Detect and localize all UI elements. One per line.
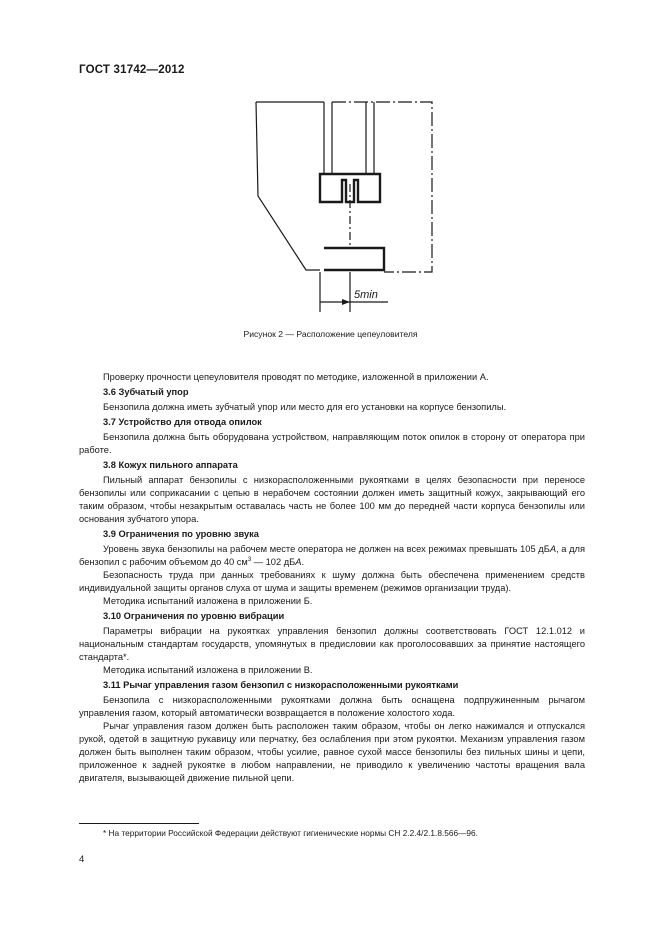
document-header: ГОСТ 31742—2012 [79, 64, 185, 76]
section-heading: 3.9 Ограничения по уровню звука [103, 529, 259, 539]
paragraph: Параметры вибрации на рукоятках управления бензопил должны соответствовать ГОСТ 12.1.012 и национальным стандартам государств, упомянутых в предисловии как проголосовавших за принятие настоящего стандарта*. [79, 626, 585, 662]
paragraph: Методика испытаний изложена в приложении В. [103, 665, 313, 675]
paragraph: Бензопила должна иметь зубчатый упор или место для его установки на корпусе бензопилы. [103, 402, 507, 412]
paragraph: Проверку прочности цепеуловителя проводят по методике, изложенной в приложении А. [103, 372, 489, 382]
chain-catcher-diagram [236, 96, 446, 314]
section-heading: 3.10 Ограничения по уровню вибрации [103, 611, 285, 621]
section-heading: 3.11 Рычаг управления газом бензопил с низкорасположенными рукоятками [103, 680, 459, 690]
section-heading: 3.8 Кожух пильного аппарата [103, 460, 238, 470]
figure-caption: Рисунок 2 — Расположение цепеуловителя [243, 329, 418, 339]
section-heading: 3.7 Устройство для отвода опилок [103, 417, 262, 427]
paragraph: Уровень звука бензопилы на рабочем месте оператора не должен на всех режимах превышать 105 дБA, а для бензопил с рабочим объемом до 40 $см^3$ — 102 дБA. [79, 544, 585, 567]
page-number: 4 [79, 854, 85, 865]
saw-body-outline [256, 102, 324, 270]
paragraph: Безопасность труда при данных требованиях к шуму должна быть обеспечена применением средств индивидуальной защиты органов слуха от шума и защиты временем (режимов организации труда). [79, 570, 585, 593]
document-body [79, 371, 585, 785]
paragraph: Бензопила должна быть оборудована устройством, направляющим поток опилок в сторону от оператора при работе. [79, 432, 585, 455]
dimension-label: 5min [354, 289, 378, 301]
chain-bar [324, 248, 384, 270]
footnote: * На территории Российской Федерации действуют гигиенические нормы СН 2.2.4/2.1.8.566—96. [103, 828, 478, 838]
paragraph: Бензопила с низкорасположенными рукоятками должна быть оснащена подпружиненным рычагом управления газом, который автоматически возвращается в положение холостого хода. [79, 695, 585, 718]
paragraph: Рычаг управления газом должен быть расположен таким образом, чтобы он легко нажимался и отпускался рукой, одетой в защитную рукавицу или перчатку, без ослабления при этом рукоятки. Механизм управления газом должен быть выполнен таким образом, чтобы усилие, равное сухой массе бензопилы без пильных шины и цепи, приложенное к задней рукоятке в любом направлении, не приводило к увеличению частоты вращения вала двигателя, вызывающей движение пильной цепи. [79, 721, 585, 783]
footnote-divider [79, 823, 199, 824]
guide-bar [324, 102, 374, 174]
paragraph: Пильный аппарат бензопилы с низкорасположенными рукоятками в целях безопасности при переносе бензопилы или соприкасании с цепью в нерабочем состоянии должен иметь защитный кожух, закрывающий его таким образом, чтобы незакрытым оставалась часть не более 100 мм до передней части корпуса бензопилы или основания зубчатого упора. [79, 475, 585, 524]
paragraph: Методика испытаний изложена в приложении Б. [103, 596, 313, 606]
dimension-arrow [342, 299, 350, 305]
section-heading: 3.6 Зубчатый упор [103, 387, 189, 397]
dimension-extension [320, 272, 350, 312]
